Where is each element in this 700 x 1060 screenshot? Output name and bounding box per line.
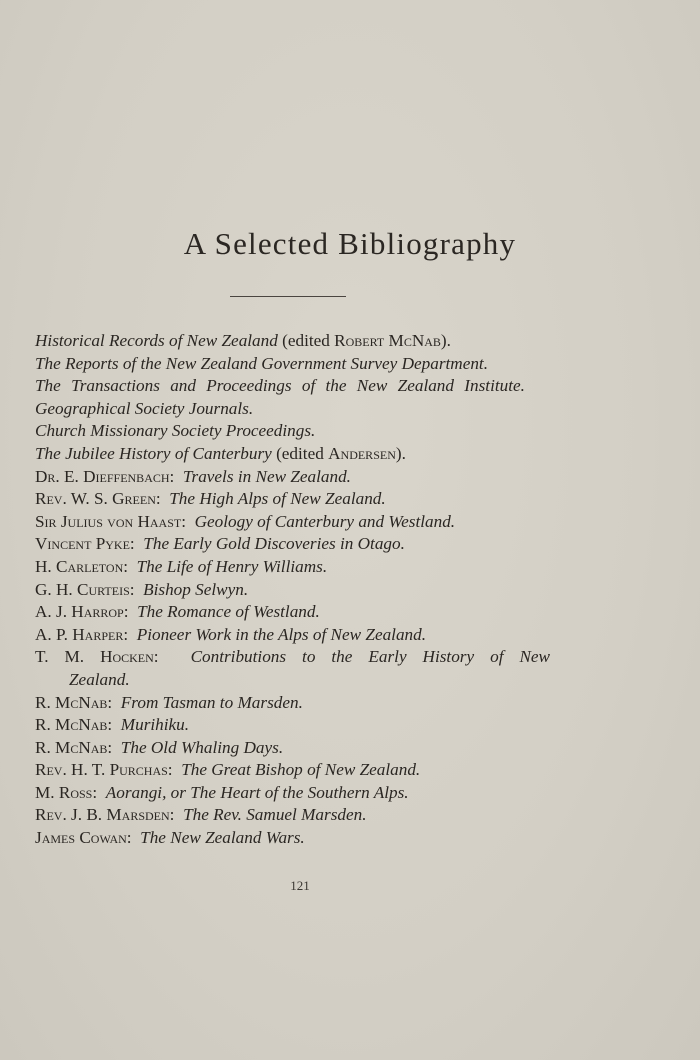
entry-title: The Early Gold Discoveries in Otago. <box>143 534 405 554</box>
bibliography-entry <box>35 624 550 647</box>
bibliography-entry <box>35 466 550 489</box>
bibliography-entry <box>35 556 550 579</box>
entry-author: Dr. E. Dieffenbach: <box>35 466 175 486</box>
bibliography-entry <box>35 759 550 782</box>
entry-author: A. J. Harrop: <box>35 602 129 622</box>
entry-title: Pioneer Work in the Alps of New Zealand. <box>136 624 427 644</box>
entry-title: The Life of Henry Williams. <box>136 556 328 576</box>
bibliography-entry <box>35 804 550 827</box>
page-title: A Selected Bibliography <box>183 226 517 261</box>
entry-title: Murihiku. <box>120 715 190 735</box>
entry-title: The Jubilee History of Canterbury <box>35 443 272 463</box>
bibliography-entry <box>35 827 550 850</box>
entry-note-prefix: (edited <box>277 331 335 350</box>
entry-title: Geographical Society Journals. <box>35 398 254 418</box>
entry-title: From Tasman to Marsden. <box>120 692 303 712</box>
entry-author: Sir Julius von Haast: <box>35 511 186 531</box>
entry-author: Rev. H. T. Purchas: <box>35 760 173 780</box>
entry-author: Rev. J. B. Marsden: <box>35 805 175 825</box>
entry-title: The Romance of Westland. <box>137 602 320 622</box>
bibliography-entry <box>35 375 550 398</box>
entry-title: The Rev. Samuel Marsden. <box>183 805 367 825</box>
bibliography-entry <box>35 579 550 602</box>
entry-title: Travels in New Zealand. <box>182 466 351 486</box>
entry-author: R. McNab: <box>35 715 113 735</box>
entry-title: The New Zealand Wars. <box>140 828 305 848</box>
entry-title: Church Missionary Society Proceedings. <box>35 421 316 441</box>
entry-title: Contributions to the Early History of New Zealand. <box>69 647 551 689</box>
entry-title: Aorangi, or The Heart of the Southern Alps. <box>105 782 409 802</box>
page-number: 121 <box>290 878 310 893</box>
entry-title: The Great Bishop of New Zealand. <box>181 760 421 780</box>
bibliography-entry <box>35 782 550 805</box>
entry-author: M. Ross: <box>35 782 98 802</box>
entry-editor: Andersen <box>328 443 396 463</box>
entry-title: The Transactions and Proceedings of the New Zealand Institute. <box>35 376 525 396</box>
entry-author: R. McNab: <box>35 737 113 757</box>
entry-author: R. McNab: <box>35 692 113 712</box>
entry-title: Historical Records of New Zealand <box>35 331 278 350</box>
entry-title: The High Alps of New Zealand. <box>169 489 386 509</box>
entry-author: Vincent Pyke: <box>35 534 135 554</box>
bibliography-entry <box>35 443 550 466</box>
entry-author: James Cowan: <box>35 828 132 848</box>
bibliography-entry <box>35 330 550 353</box>
bibliography-entry <box>35 737 550 760</box>
entry-author: T. M. Hocken: <box>35 647 159 667</box>
bibliography-entry <box>35 533 550 556</box>
bibliography-entry <box>35 646 550 691</box>
entry-title: Geology of Canterbury and Westland. <box>194 511 456 531</box>
bibliography-entry <box>35 398 550 421</box>
entry-editor: Robert McNab <box>334 331 441 350</box>
bibliography-list <box>35 330 550 850</box>
entry-title: Bishop Selwyn. <box>143 579 249 599</box>
bibliography-entry <box>35 420 550 443</box>
entry-note-suffix: ). <box>395 443 406 463</box>
entry-note-suffix: ). <box>440 331 451 350</box>
entry-author: G. H. Curteis: <box>35 579 135 599</box>
entry-author: A. P. Harper: <box>35 624 129 644</box>
entry-title: The Old Whaling Days. <box>120 737 284 757</box>
entry-note-prefix: (edited <box>271 443 329 463</box>
bibliography-entry <box>35 714 550 737</box>
bibliography-entry <box>35 353 550 376</box>
entry-author: H. Carleton: <box>35 556 129 576</box>
bibliography-entry <box>35 692 550 715</box>
bibliography-entry <box>35 488 550 511</box>
title-divider <box>230 296 346 297</box>
entry-author: Rev. W. S. Green: <box>35 489 161 509</box>
bibliography-entry <box>35 511 550 534</box>
bibliography-entry <box>35 601 550 624</box>
entry-title: The Reports of the New Zealand Government Survey Department. <box>35 353 489 373</box>
